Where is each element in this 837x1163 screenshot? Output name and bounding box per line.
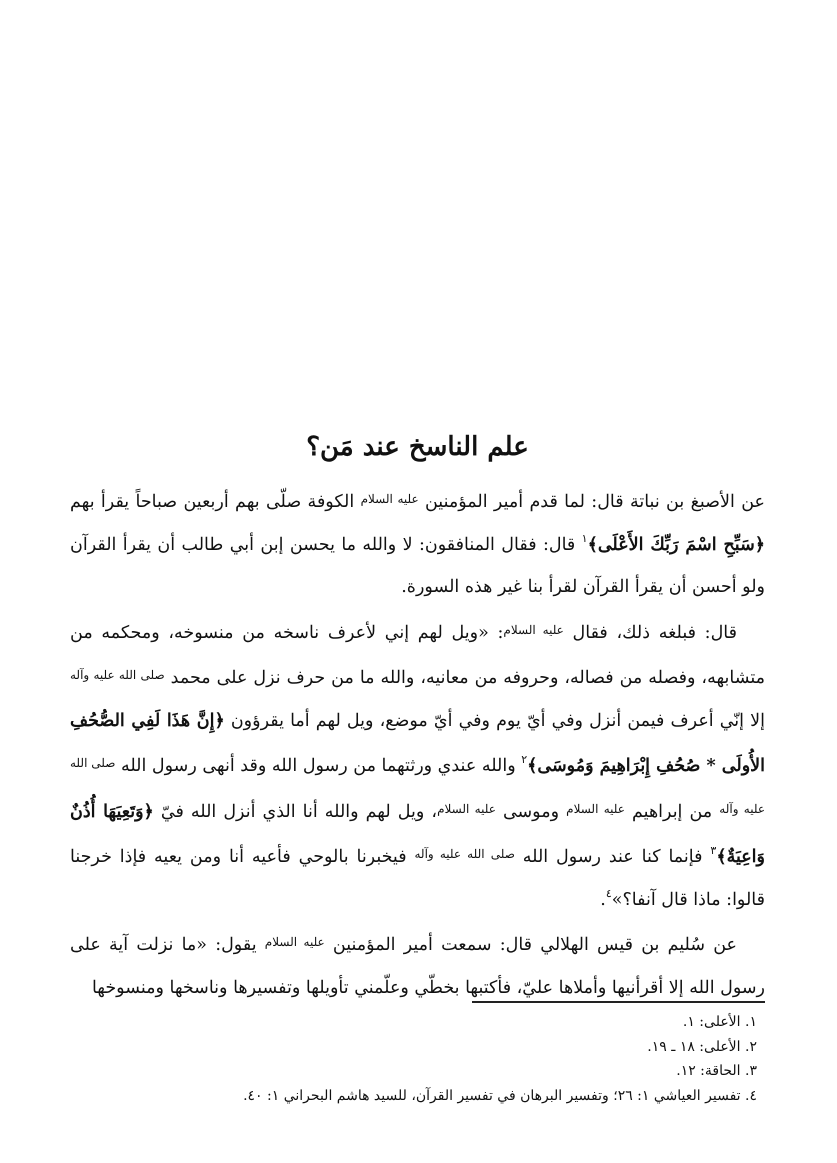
body-text xyxy=(70,478,765,1009)
p2-d: والله عندي ورثتهما من رسول الله وقد أنهى رسول الله xyxy=(120,756,516,776)
honorific-glyph: عليه السلام xyxy=(437,801,496,816)
honorific-glyph: عليه السلام xyxy=(360,492,419,506)
p1-after: قال: فقال المنافقون: لا والله ما يحسن إبن أبي طالب أن يقرأ القرآن ولو أحسن أن يقرأ القرآن لقرأ بنا غير هذه السورة. xyxy=(70,534,765,597)
honorific-glyph: صلى الله عليه وآله xyxy=(70,668,165,682)
p1-intro: عن الأصبغ بن نباتة قال: لما قدم أمير المؤمنين xyxy=(424,492,765,512)
p2-c: إلا إنّي أعرف فيمن أنزل وفي أيّ يوم وفي أيّ موضع، ويل لهم أما يقرؤون xyxy=(230,710,765,731)
footnotes-list xyxy=(70,1010,757,1108)
footnote-ref-4: ٤ xyxy=(605,886,612,900)
p1-rest: الكوفة صلّى بهم أربعين صباحاً يقرأ بهم xyxy=(70,492,355,512)
paragraph-1 xyxy=(70,478,765,609)
p2-g: ، ويل لهم والله أنا الذي أنزل الله فيّ xyxy=(160,801,438,822)
honorific-glyph: عليه السلام xyxy=(264,935,325,949)
p3-b: يقول: «ما نزلت آية على رسول الله إلا أقرأنيها وأملاها عليّ، فأكتبها بخطّي وعلّمني تأويلها وتفسيرها وناسخها ومنسوخها xyxy=(70,935,765,998)
honorific-glyph: عليه السلام xyxy=(566,801,625,816)
document-page xyxy=(70,0,765,1163)
quran-verse: ﴿وَتَعِيَهَا أُذُنٌ وَاعِيَةٌ﴾ xyxy=(70,801,765,867)
p2-i: فيخبرنا بالوحي فأعيه أنا ومن يعيه فإذا خرجنا قالوا: ماذا قال آنفا؟» xyxy=(70,847,765,910)
footnote-item: ٤. تفسير العياشي ١: ٢٦؛ وتفسير البرهان في تفسير القرآن، للسيد هاشم البحراني ١: ٤٠. xyxy=(243,1087,757,1104)
paragraph-3 xyxy=(70,921,765,1009)
quran-verse: ﴿سَبِّحِ اسْمَ رَبِّكَ الأَعْلَى﴾ xyxy=(587,534,765,555)
p3-a: عن سُليم بن قيس الهلالي قال: سمعت أمير المؤمنين xyxy=(332,935,737,955)
p2-e: من إبراهيم xyxy=(632,801,713,822)
footnote-ref-1: ١ xyxy=(581,531,588,545)
honorific-glyph: صلى الله عليه وآله xyxy=(70,756,765,816)
footnote-item: ٣. الحاقة: ١٢. xyxy=(676,1063,757,1079)
p2-f: وموسى xyxy=(502,801,560,822)
section-title: علم الناسخ عند مَن؟ xyxy=(306,432,529,462)
footnote-item: ١. الأعلى: ١. xyxy=(682,1014,757,1030)
footnote-item: ٢. الأعلى: ١٨ ـ ١٩. xyxy=(647,1038,757,1055)
paragraph-2 xyxy=(70,609,765,922)
quran-verse: ﴿إِنَّ هَذَا لَفِي الصُّحُفِ الأُولَى * صُحُفِ إِبْرَاهِيمَ وَمُوسَى﴾ xyxy=(70,710,765,776)
footnote-ref-3: ٣ xyxy=(710,844,717,857)
p2-a: قال: فبلغه ذلك، فقال xyxy=(572,622,737,643)
p2-j: . xyxy=(600,889,606,910)
p2-h: فإنما كنا عند رسول الله xyxy=(522,847,703,867)
p2-b: : «ويل لهم إني لأعرف ناسخه من منسوخه، ومحكمه من متشابهه، وفصله من فصاله، وحروفه من معانيه، والله ما من حرف نزل على محمد xyxy=(70,622,765,688)
honorific-glyph: صلى الله عليه وآله xyxy=(414,847,515,861)
footnote-separator xyxy=(472,1001,765,1003)
footnote-ref-2: ٢ xyxy=(521,753,528,766)
honorific-glyph: عليه السلام xyxy=(503,622,564,637)
